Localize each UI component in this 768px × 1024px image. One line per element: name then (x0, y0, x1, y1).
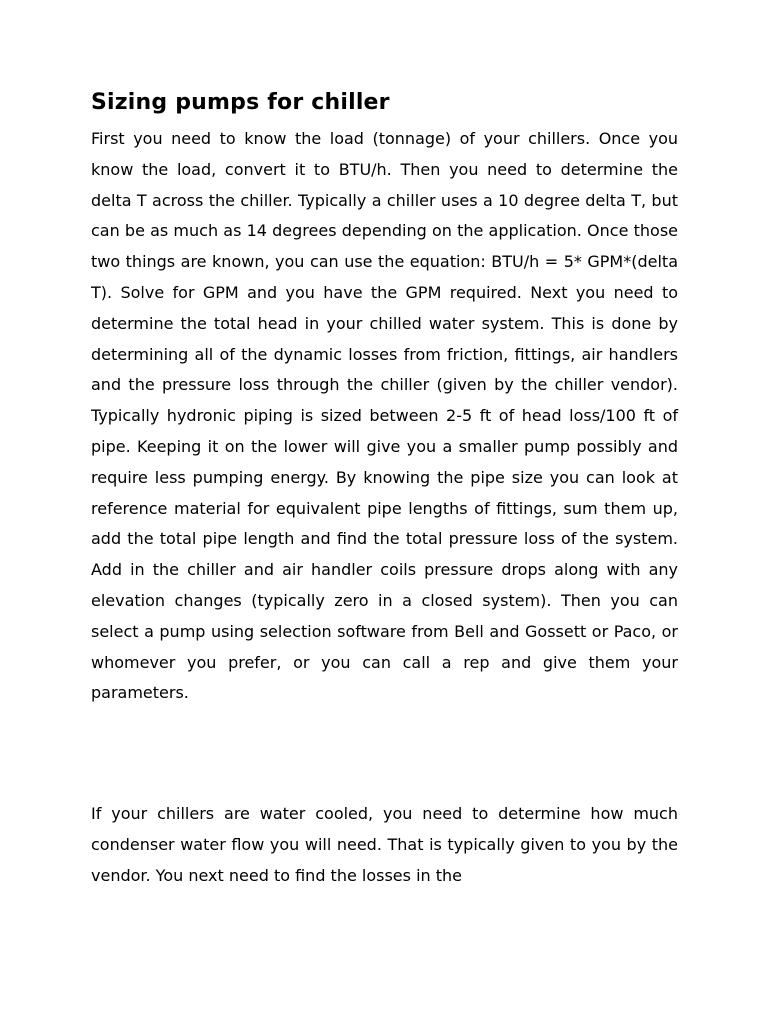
paragraph-2: If your chillers are water cooled, you need to determine how much condenser water flow you will need. That is typically given to you by the vendor. You next need to find the losses in the (91, 804, 678, 885)
document-title: Sizing pumps for chiller (91, 90, 390, 115)
paragraph-1: First you need to know the load (tonnage) of your chillers. Once you know the load, convert it to BTU/h. Then you need to determine the delta T across the chiller. Typically a chiller uses a 10 degree delta T, but can be as much as 14 degrees depending on the application. Once those two things are known, you can use the equation: BTU/h = 5* GPM*(delta T). Solve for GPM and you have the GPM required. Next you need to determine the total head in your chilled water system. This is done by determining all of the dynamic losses from friction, fittings, air handlers and the pressure loss through the chiller (given by the chiller vendor). Typically hydronic piping is sized between 2-5 ft of head loss/100 ft of pipe. Keeping it on the lower will give you a smaller pump possibly and require less pumping energy. By knowing the pipe size you can look at reference material for equivalent pipe lengths of fittings, sum them up, add the total pipe length and find the total pressure loss of the system. Add in the chiller and air handler coils pressure drops along with any elevation changes (typically zero in a closed system). Then you can select a pump using selection software from Bell and Gossett or Paco, or whomever you prefer, or you can call a rep and give them your parameters. (91, 129, 678, 703)
